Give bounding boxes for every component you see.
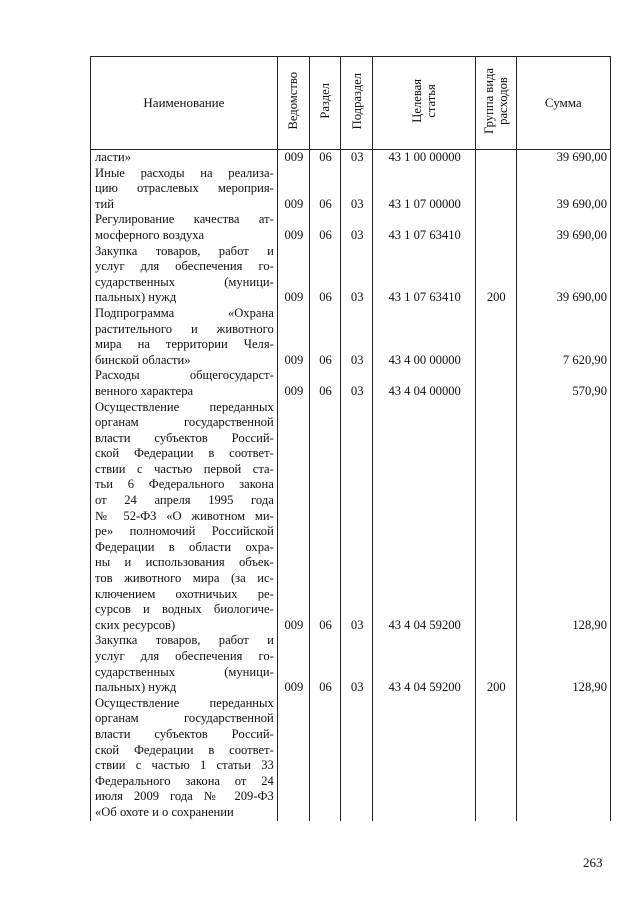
header-vedomstvo [277, 57, 309, 150]
header-podrazdel-label: Подраздел [349, 72, 364, 130]
header-celevaya [373, 57, 476, 150]
cell-gruppa [476, 150, 516, 166]
cell-summa: 39 690,00 [516, 244, 611, 306]
cell-vedomstvo: 009 [277, 166, 309, 213]
header-podrazdel [341, 57, 373, 150]
cell-podrazdel: 03 [341, 244, 373, 306]
cell-podrazdel: 03 [341, 306, 373, 368]
cell-vedomstvo: 009 [277, 400, 309, 634]
cell-name-line: Осуществление переданных [95, 399, 274, 414]
cell-name-line: ствии с частью 1 статьи 33 [95, 758, 274, 773]
cell-celevaya [373, 696, 476, 821]
cell-summa: 39 690,00 [516, 212, 611, 243]
cell-celevaya: 43 1 07 63410 [373, 244, 476, 306]
cell-name-line: тий [95, 196, 114, 211]
cell-celevaya: 43 1 07 00000 [373, 166, 476, 213]
cell-celevaya: 43 4 00 00000 [373, 306, 476, 368]
cell-name [91, 166, 278, 213]
cell-razdel: 06 [309, 244, 340, 306]
cell-name [91, 306, 278, 368]
cell-gruppa: 200 [476, 244, 516, 306]
cell-name-line: органам государственной [95, 711, 274, 726]
cell-gruppa [476, 696, 516, 821]
cell-name-line: ских ресурсов) [95, 617, 176, 632]
cell-name [91, 696, 278, 821]
header-razdel-label: Раздел [318, 83, 333, 119]
cell-name [91, 150, 278, 166]
cell-name-line: ствии с частью первой ста- [95, 461, 274, 476]
table-row [91, 150, 611, 166]
cell-name-line: органам государственной [95, 415, 274, 430]
cell-name-line: Закупка товаров, работ и [95, 243, 274, 258]
cell-name-line: Расходы общегосударст- [95, 368, 274, 383]
table-header [91, 57, 611, 150]
cell-name-line: № 52-ФЗ «О животном ми- [95, 508, 274, 523]
cell-razdel: 06 [309, 368, 340, 399]
cell-name-line: ской Федерации в соответ- [95, 446, 274, 461]
cell-name-line: от 24 апреля 1995 года [95, 493, 274, 508]
cell-vedomstvo: 009 [277, 150, 309, 166]
cell-name-line: растительного и животного [95, 321, 274, 336]
cell-celevaya: 43 4 04 59200 [373, 633, 476, 695]
header-summa [516, 57, 611, 150]
cell-name-line: сударственных (муници- [95, 274, 274, 289]
cell-razdel: 06 [309, 212, 340, 243]
table-row [91, 212, 611, 243]
cell-podrazdel [341, 696, 373, 821]
header-gruppa-line-1: Группа вида [481, 68, 496, 134]
cell-name-line: пальных) нужд [95, 290, 177, 305]
cell-gruppa: 200 [476, 633, 516, 695]
cell-name [91, 633, 278, 695]
cell-vedomstvo: 009 [277, 212, 309, 243]
cell-razdel: 06 [309, 633, 340, 695]
cell-name-line: мосферного воздуха [95, 227, 205, 242]
cell-gruppa [476, 306, 516, 368]
cell-name-line: июля 2009 года № 209-ФЗ [95, 789, 274, 804]
cell-celevaya: 43 4 04 00000 [373, 368, 476, 399]
cell-name-line: Федерации в области охра- [95, 539, 274, 554]
cell-razdel: 06 [309, 400, 340, 634]
cell-podrazdel: 03 [341, 212, 373, 243]
cell-summa: 128,90 [516, 400, 611, 634]
cell-razdel [309, 696, 340, 821]
cell-name-line: ре» полномочий Российской [95, 524, 274, 539]
header-celevaya-line-2: статья [424, 84, 439, 118]
cell-summa [516, 696, 611, 821]
table-body [91, 150, 611, 821]
cell-vedomstvo: 009 [277, 306, 309, 368]
table-row [91, 244, 611, 306]
header-razdel [309, 57, 340, 150]
cell-summa: 7 620,90 [516, 306, 611, 368]
header-celevaya-label [410, 79, 438, 123]
cell-name [91, 212, 278, 243]
cell-name-line: Закупка товаров, работ и [95, 633, 274, 648]
cell-vedomstvo: 009 [277, 244, 309, 306]
header-celevaya-line-1: Целевая [410, 79, 425, 123]
cell-vedomstvo: 009 [277, 633, 309, 695]
cell-name-line: сурсов и водных биологиче- [95, 602, 274, 617]
cell-celevaya: 43 4 04 59200 [373, 400, 476, 634]
cell-name-line: власти субъектов Россий- [95, 726, 274, 741]
cell-name-line: Подпрограмма «Охрана [95, 305, 274, 320]
cell-name-line: мира на территории Челя- [95, 337, 274, 352]
header-name-label: Наименование [143, 95, 225, 110]
header-gruppa-label [482, 68, 510, 134]
cell-name-line: тьи 6 Федерального закона [95, 477, 274, 492]
cell-name-line: ласти» [95, 150, 132, 164]
cell-name-line: Федерального закона от 24 [95, 773, 274, 788]
cell-summa: 128,90 [516, 633, 611, 695]
cell-podrazdel: 03 [341, 368, 373, 399]
cell-vedomstvo: 009 [277, 368, 309, 399]
cell-gruppa [476, 212, 516, 243]
cell-summa: 39 690,00 [516, 150, 611, 166]
cell-name-line: ской Федерации в соответ- [95, 742, 274, 757]
cell-name-line: власти субъектов Россий- [95, 430, 274, 445]
cell-summa: 570,90 [516, 368, 611, 399]
header-vedomstvo-label: Ведомство [286, 72, 301, 130]
cell-name [91, 244, 278, 306]
cell-name [91, 400, 278, 634]
cell-name-line: услуг для обеспечения го- [95, 649, 274, 663]
cell-razdel: 06 [309, 306, 340, 368]
cell-gruppa [476, 166, 516, 213]
cell-name-line: «Об охоте и о сохранении [95, 804, 234, 819]
cell-name-line: Регулирование качества ат- [95, 212, 274, 227]
cell-name-line: тов животного мира (за ис- [95, 571, 274, 586]
header-gruppa-line-2: расходов [495, 77, 510, 125]
cell-razdel: 06 [309, 166, 340, 213]
cell-name-line: Иные расходы на реализа- [95, 165, 274, 180]
page-number: 263 [583, 855, 603, 870]
table-row [91, 166, 611, 213]
cell-name-line: бинской области» [95, 352, 191, 367]
table-row [91, 306, 611, 368]
cell-name-line: венного характера [95, 383, 194, 398]
cell-gruppa [476, 368, 516, 399]
header-gruppa [476, 57, 516, 150]
cell-name-line: ны и использования объек- [95, 555, 274, 570]
cell-name-line: ключением охотничьих ре- [95, 586, 274, 601]
cell-name-line: пальных) нужд [95, 680, 177, 695]
cell-podrazdel: 03 [341, 633, 373, 695]
cell-podrazdel: 03 [341, 400, 373, 634]
cell-razdel: 06 [309, 150, 340, 166]
header-summa-label: Сумма [544, 95, 582, 110]
cell-name-line: Осуществление переданных [95, 695, 274, 710]
cell-celevaya: 43 1 00 00000 [373, 150, 476, 166]
cell-summa: 39 690,00 [516, 166, 611, 213]
cell-name [91, 368, 278, 399]
cell-name-line: цию отраслевых мероприя- [95, 181, 274, 196]
cell-name-line: услуг для обеспечения го- [95, 259, 274, 274]
cell-podrazdel: 03 [341, 166, 373, 213]
cell-name-line: сударственных (муници- [95, 664, 274, 679]
budget-table [90, 56, 611, 821]
table-row [91, 400, 611, 634]
cell-gruppa [476, 400, 516, 634]
cell-celevaya: 43 1 07 63410 [373, 212, 476, 243]
cell-vedomstvo [277, 696, 309, 821]
header-name [91, 57, 278, 150]
table-row [91, 368, 611, 399]
cell-podrazdel: 03 [341, 150, 373, 166]
table-row [91, 633, 611, 695]
table-row [91, 696, 611, 821]
